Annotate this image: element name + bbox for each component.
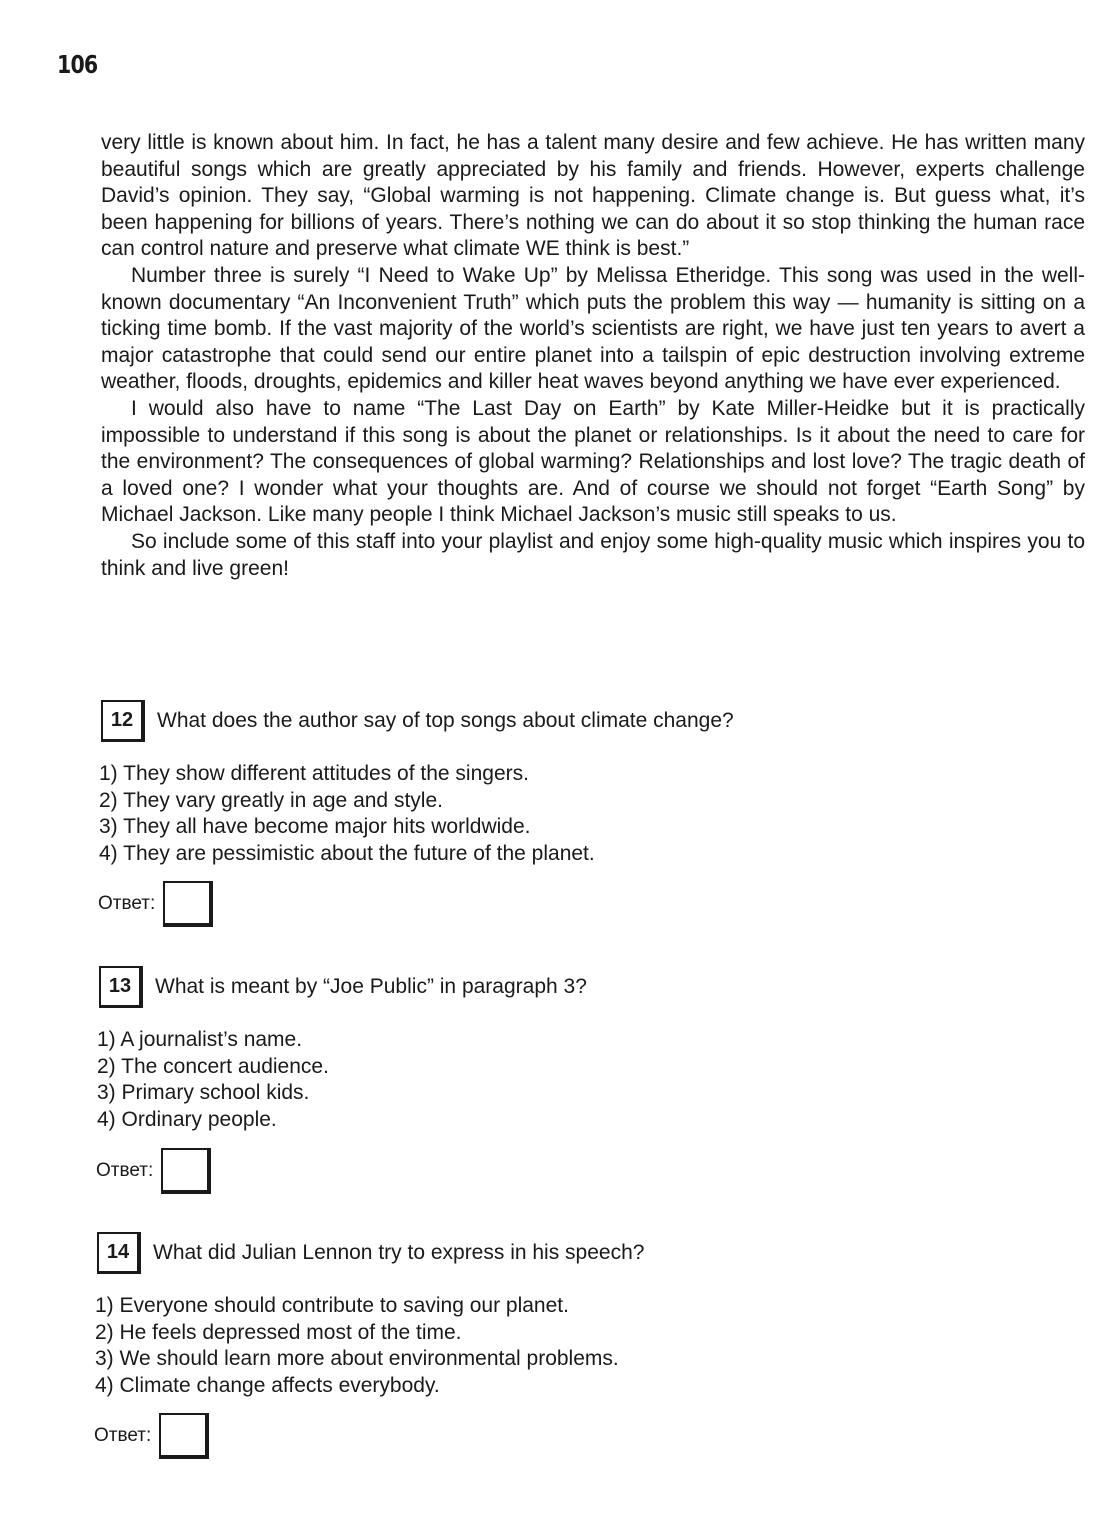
question-14-header — [97, 1232, 644, 1274]
answer-box[interactable] — [163, 881, 213, 927]
answer-box[interactable] — [161, 1148, 211, 1194]
question-text: What does the author say of top songs about climate change? — [157, 709, 734, 732]
question-14-options — [95, 1293, 619, 1399]
question-13-answer — [96, 1148, 211, 1194]
option: 1) Everyone should contribute to saving our planet. — [95, 1294, 569, 1317]
option: 4) Ordinary people. — [97, 1107, 277, 1131]
paragraph: I would also have to name “The Last Day on Earth” by Kate Miller-Heidke but it is practically impossible to understand if this song is about the planet or relationships. Is it about the need to care for the environment? The consequences of global warming? Relationships and lost love? The tragic death of a loved one? I wonder what your thoughts are. And of course we should not forget “Earth Song” by Michael Jackson. Like many people I think Michael Jackson’s music still speaks to us. — [101, 396, 1085, 527]
question-13-options — [97, 1027, 329, 1133]
question-number-badge: 13 — [99, 966, 143, 1008]
answer-box[interactable] — [159, 1413, 209, 1459]
option: 2) They vary greatly in age and style. — [99, 788, 443, 812]
question-13-header — [99, 966, 587, 1008]
option: 3) We should learn more about environmental problems. — [95, 1347, 619, 1371]
paragraph: Number three is surely “I Need to Wake Up” by Melissa Etheridge. This song was used in the well-known documentary “An Inconvenient Truth” which puts the problem this way — humanity is sitting on a ticking time bomb. If the vast majority of the world’s scientists are right, we have just ten years to avert a major catastrophe that could send our entire planet into a tailspin of epic destruction involving extreme weather, floods, droughts, epidemics and killer heat waves beyond anything we have ever experienced. — [101, 263, 1085, 394]
question-text: What did Julian Lennon try to express in his speech? — [153, 1241, 645, 1264]
question-text: What is meant by “Joe Public” in paragraph 3? — [155, 975, 587, 998]
question-12-answer — [98, 881, 213, 927]
answer-label: Ответ: — [98, 893, 156, 914]
paragraph: So include some of this staff into your playlist and enjoy some high-quality music which inspires you to think and live green! — [101, 529, 1085, 580]
option: 4) Climate change affects everybody. — [95, 1373, 440, 1397]
question-number-badge: 14 — [97, 1232, 141, 1274]
question-12-header — [101, 700, 734, 742]
option: 2) He feels depressed most of the time. — [95, 1320, 462, 1344]
option: 1) They show different attitudes of the singers. — [99, 762, 529, 785]
option: 3) They all have become major hits worldwide. — [99, 815, 531, 839]
option: 1) A journalist’s name. — [97, 1028, 303, 1051]
article-text — [101, 130, 1085, 582]
option: 3) Primary school kids. — [97, 1081, 310, 1105]
option: 4) They are pessimistic about the future of the planet. — [99, 841, 595, 865]
answer-label: Ответ: — [94, 1425, 152, 1446]
option: 2) The concert audience. — [97, 1054, 329, 1078]
question-12-options — [99, 761, 595, 867]
answer-label: Ответ: — [96, 1160, 154, 1181]
question-number-badge: 12 — [101, 700, 145, 742]
paragraph: very little is known about him. In fact, he has a talent many desire and few achieve. He has written many beautiful songs which are greatly appreciated by his family and friends. However, experts challenge David’s opinion. They say, “Global warming is not happening. Climate change is. But guess what, it’s been happening for billions of years. There’s nothing we can do about it so stop thinking the human race can control nature and preserve what climate WE think is best.” — [101, 131, 1085, 261]
question-14-answer — [94, 1413, 209, 1459]
page-number: 106 — [57, 50, 98, 79]
